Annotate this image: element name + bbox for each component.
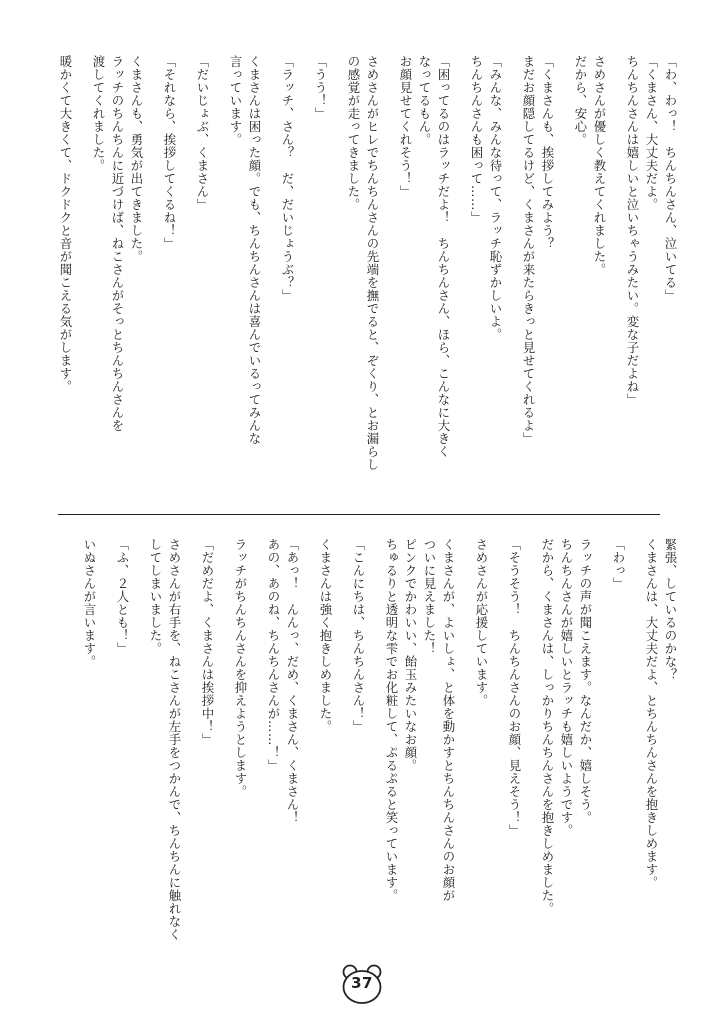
text-line: 「わっ」: [611, 538, 626, 590]
text-line: まだお顔隠してるけど、くまさんが来たらきっと見せてくれるよ」: [521, 55, 536, 445]
text-line: 「そうそう！ ちんちんさんのお顔、見えそう！」: [507, 538, 522, 837]
text-line: 「こんにちは、ちんちんさん！」: [351, 538, 366, 733]
text-line: さめさんが応援しています。: [474, 538, 489, 707]
text-line: 暖かくて大きくて、ドクドクと音が聞こえる気がします。: [58, 55, 73, 393]
text-line: 「困ってるのはラッチだよ！ ちんちんさん、ほら、こんなに大きく: [436, 55, 451, 458]
text-line: くまさんも、勇気が出てきました。: [129, 55, 144, 263]
text-line: だから、くまさんは、しっかりちんちんさんを抱きしめました。: [540, 538, 555, 915]
text-line: ラッチがちんちんさんを抑えようとします。: [233, 538, 248, 798]
text-line: さめさんが優しく教えてくれました。: [592, 55, 607, 276]
text-line: お顔見せてくれそう！」: [398, 55, 413, 198]
text-line: 「あっ！ んんっ、だめ、くまさん、くまさん！: [285, 538, 300, 824]
text-line: 「ふ、２人とも！」: [115, 538, 130, 655]
text-line: なってるもん。: [417, 55, 432, 146]
text-line: ピンクでかわいい、飴玉みたいなお顔。: [403, 538, 418, 772]
text-line: 「うう！」: [313, 55, 328, 120]
text-line: ちんちんさんも困って……」: [469, 55, 484, 224]
text-line: してしまいました。: [148, 538, 163, 655]
text-line: 緊張、しているのかな？: [663, 538, 678, 681]
text-line: さめさんが右手を、ねこさんが左手をつかんで、ちんちんに触れなく: [167, 538, 182, 941]
text-line: ちんちんさんは嬉しいと泣いちゃうみたい。変な子だよね」: [625, 55, 640, 406]
text-line: ラッチのちんちんに近づけば、ねこさんがそっとちんちんさんを: [110, 55, 125, 432]
text-line: くまさんは強く抱きしめました。: [318, 538, 333, 733]
bottom-text-block: [40, 538, 680, 978]
text-line: ちんちんさんが嬉しいとラッチも嬉しいようです。: [559, 538, 574, 837]
text-line: 「くまさんも、挨拶してみよう？: [540, 55, 555, 250]
text-line: 「みんな、みんな待って、ラッチ恥ずかしいよ。: [488, 55, 503, 341]
text-line: 「だめだよ、くまさんは挨拶中！」: [200, 538, 215, 746]
text-line: 「くまさん、大丈夫だよ。: [644, 55, 659, 211]
text-line: 渡してくれました。: [91, 55, 106, 172]
text-line: だから、安心。: [573, 55, 588, 146]
page-number-badge: [341, 963, 383, 1005]
text-line: くまさんが、よいしょ、と体を動かすとちんちんさんのお顔が: [441, 538, 456, 902]
text-line: くまさんは困った顔。でも、ちんちんさんは喜んでいるってみんな: [247, 55, 262, 445]
text-line: ラッチの声が聞こえます。なんだか、嬉しそう。: [578, 538, 593, 824]
text-line: 「わ、わっ！ ちんちんさん、泣いてる」: [663, 55, 678, 302]
text-line: の感覚が走ってきました。: [346, 55, 361, 211]
page-number: 37: [351, 974, 373, 992]
section-divider: [58, 514, 660, 515]
text-line: 「だいじょぶ、くまさん」: [195, 55, 210, 211]
text-line: いぬさんが言います。: [82, 538, 97, 668]
top-text-block: [40, 55, 680, 500]
text-line: さめさんがヒレでちんちんさんの先端を撫でると、ぞくり、とお漏らし: [365, 55, 380, 471]
text-line: 「それなら、挨拶してくるね！」: [162, 55, 177, 250]
text-line: ちゅるりと透明な雫でお化粧して、ぷるぷると笑っています。: [384, 538, 399, 902]
text-line: あの、あのね、ちんちんさんが……！」: [266, 538, 281, 772]
text-line: 言っています。: [228, 55, 243, 146]
text-line: ついに見えました！: [422, 538, 437, 655]
text-line: 「ラッチ、さん？ だ、だいじょうぶ？」: [280, 55, 295, 302]
text-line: くまさんは、大丈夫だよ、とちんちんさんを抱きしめます。: [644, 538, 659, 889]
